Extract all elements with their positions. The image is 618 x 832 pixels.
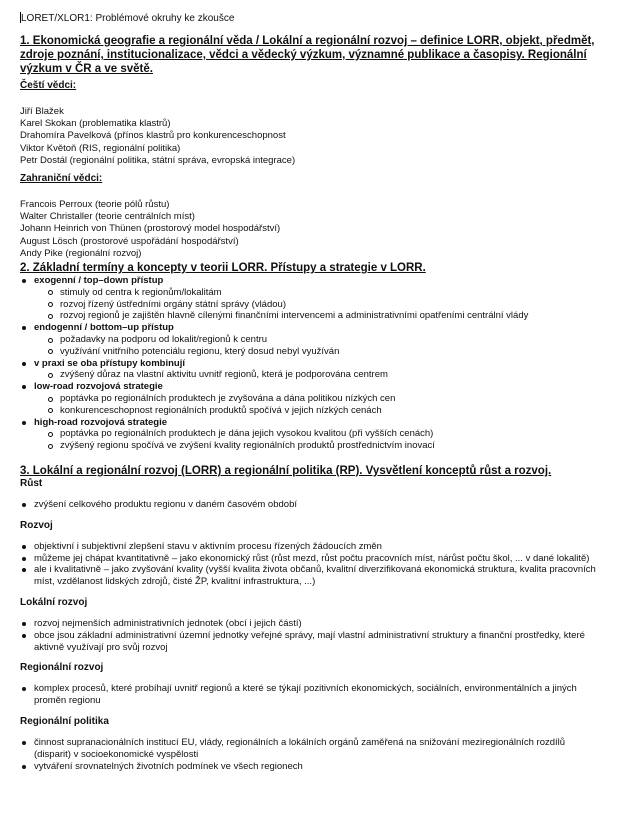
group-title: Lokální rozvoj bbox=[20, 596, 88, 608]
list-item: činnost supranacionálních institucí EU, vlády, regionálních a lokálních orgánů zaměřená na snižování meziregionálních rozdílů (disparit) v socioekonomické vyspělosti bbox=[20, 737, 600, 761]
list-item: zvýšený důraz na vlastní aktivitu uvnitř regionů, která je podporována centrem bbox=[34, 369, 600, 381]
section-1-heading: 1. Ekonomická geografie a regionální věda / Lokální a regionální rozvoj – definice LORR, objekt, předmět, zdroje poznání, institucionalizace, vědci a vědecký výzkum, významné publikace a časopisy. Regionální výzkum v ČR a ve světě. bbox=[20, 35, 595, 75]
list-item bbox=[20, 322, 600, 357]
list-item: komplex procesů, které probíhají uvnitř regionů a které se týkají pozitivních ekonomických, sociálních, environmentálních a jiných proměn regionu bbox=[20, 683, 600, 707]
document-header bbox=[20, 12, 600, 24]
group-title: Regionální politika bbox=[20, 715, 109, 727]
list-item bbox=[20, 358, 600, 382]
foreign-scientists-label: Zahraniční vědci: bbox=[20, 173, 103, 185]
section-2-heading: 2. Základní termíny a koncepty v teorii LORR. Přístupy a strategie v LORR. bbox=[20, 262, 426, 275]
list-item: Johann Heinrich von Thünen (prostorový model hospodářství) bbox=[20, 223, 281, 235]
section-3-heading: 3. Lokální a regionální rozvoj (LORR) a regionální politika (RP). Vysvětlení konceptů růst a rozvoj. bbox=[20, 464, 552, 477]
list-item: zvýšený regionu spočívá ve zvýšení kvality regionálních produktů prostřednictvím inovací bbox=[34, 440, 600, 452]
czech-scientists-label: Čeští vědci: bbox=[20, 80, 77, 91]
list-item: Francois Perroux (teorie pólů růstu) bbox=[20, 199, 170, 211]
list-item bbox=[20, 417, 600, 452]
sub-list bbox=[34, 334, 600, 358]
approach-label: high-road rozvojová strategie bbox=[34, 416, 168, 428]
list-item: rozvoj regionů je zajištěn hlavně cílenými finančními intervencemi a administrativními opatřeními centrální vlády bbox=[34, 310, 600, 322]
list-item: Andy Pike (regionální rozvoj) bbox=[20, 247, 142, 259]
list-item: Drahomíra Pavelková (přínos klastrů pro konkurenceschopnost bbox=[20, 130, 286, 142]
list-item: Karel Skokan (problematika klastrů) bbox=[20, 118, 171, 130]
list-item: konkurenceschopnost regionálních produktů spočívá v jejich nízkých cenách bbox=[34, 405, 600, 417]
section-2 bbox=[20, 261, 600, 452]
group-title: Regionální rozvoj bbox=[20, 662, 104, 674]
list-item bbox=[20, 381, 600, 416]
list-item bbox=[20, 275, 600, 322]
group-list bbox=[20, 683, 600, 707]
list-item: stimuly od centra k regionům/lokalitám bbox=[34, 287, 600, 299]
group-title: Rozvoj bbox=[20, 519, 53, 531]
approach-label: exogenní / top–down přístup bbox=[34, 275, 164, 287]
document-title: LORET/XLOR1: Problémové okruhy ke zkoušce bbox=[21, 13, 235, 24]
list-item: můžeme jej chápat kvantitativně – jako ekonomický růst (růst mezd, růst počtu pracovních míst, nárůst počtu škol, ... v dané lokalitě) bbox=[20, 553, 600, 565]
approach-label: low-road rozvojová strategie bbox=[34, 381, 163, 393]
list-item: Jiří Blažek bbox=[20, 106, 64, 117]
list-item: objektivní i subjektivní zlepšení stavu v aktivním procesu řízených žádoucích změn bbox=[20, 541, 600, 553]
section-3 bbox=[20, 464, 600, 772]
list-item: zvýšení celkového produktu regionu v daném časovém období bbox=[20, 499, 600, 511]
list-item: August Lösch (prostorové uspořádání hospodářství) bbox=[20, 235, 239, 247]
foreign-scientists-list bbox=[20, 199, 600, 260]
list-item: obce jsou základní administrativní územní jednotky veřejné správy, mají vlastní administrativní struktury a finanční prostředky, které aktivně využívají pro svůj rozvoj bbox=[20, 630, 600, 654]
sub-list bbox=[34, 428, 600, 452]
list-item: poptávka po regionálních produktech je dána jejich vysokou kvalitou (při vyšších cenách) bbox=[34, 428, 600, 440]
list-item: rozvoj řízený ústředními orgány státní správy (vládou) bbox=[34, 299, 600, 311]
approaches-list bbox=[20, 275, 600, 452]
list-item: požadavky na podporu od lokalit/regionů k centru bbox=[34, 334, 600, 346]
section-1 bbox=[20, 34, 600, 260]
sub-list bbox=[34, 369, 600, 381]
list-item: Walter Christaller (teorie centrálních míst) bbox=[20, 211, 195, 223]
group-list bbox=[20, 618, 600, 653]
czech-scientists-list bbox=[20, 106, 600, 167]
approach-label: endogenní / bottom–up přístup bbox=[34, 322, 174, 334]
sub-list bbox=[34, 393, 600, 417]
list-item: využívání vnitřního potenciálu regionu, který dosud nebyl využíván bbox=[34, 346, 600, 358]
list-item: ale i kvalitativně – jako zvyšování kvality (vyšší kvalita života občanů, kvalitní diverzifikovaná ekonomická struktura, kvalita pracovních míst, vzdělanost lidských zdrojů, čisté ŽP, kvalitní infrastruktura, ...) bbox=[20, 564, 600, 588]
document-page bbox=[20, 12, 600, 772]
group-list bbox=[20, 499, 600, 511]
list-item: Petr Dostál (regionální politika, státní správa, evropská integrace) bbox=[20, 154, 296, 166]
sub-list bbox=[34, 287, 600, 322]
group-title: Růst bbox=[20, 477, 43, 489]
group-list bbox=[20, 541, 600, 588]
group-list bbox=[20, 737, 600, 772]
list-item: rozvoj nejmenších administrativních jednotek (obcí i jejich částí) bbox=[20, 618, 600, 630]
list-item: Viktor Květoň (RIS, regionální politika) bbox=[20, 142, 181, 154]
list-item: vytváření srovnatelných životních podmínek ve všech regionech bbox=[20, 761, 600, 773]
list-item: poptávka po regionálních produktech je zvyšována a dána politikou nízkých cen bbox=[34, 393, 600, 405]
approach-label: v praxi se oba přístupy kombinují bbox=[34, 357, 185, 369]
